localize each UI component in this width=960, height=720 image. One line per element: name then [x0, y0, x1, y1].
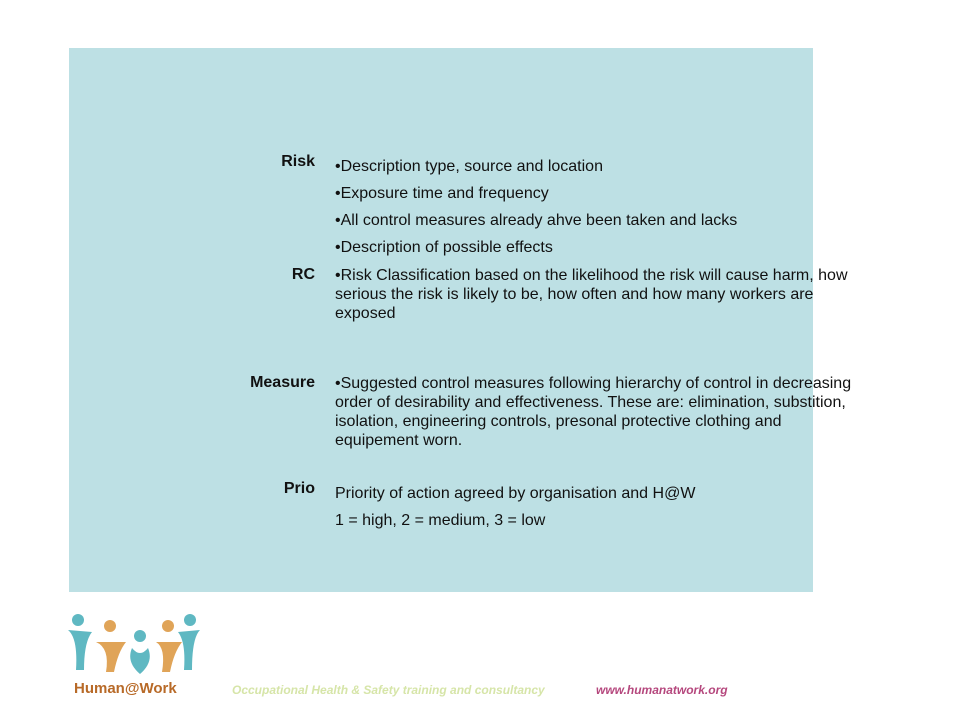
- logo-figure-head-4: [162, 620, 174, 632]
- risk-line-4: •Description of possible effects: [335, 239, 553, 256]
- logo-figure-head-1: [72, 614, 84, 626]
- logo-figure-head-3: [134, 630, 146, 642]
- prio-line-2: 1 = high, 2 = medium, 3 = low: [335, 512, 546, 529]
- risk-line-3: •All control measures already ahve been taken and lacks: [335, 212, 738, 229]
- footer-url-link[interactable]: www.humanatwork.org: [596, 683, 728, 697]
- logo-figure-body-5: [178, 630, 200, 670]
- logo-figure-body-4: [156, 642, 182, 672]
- row-label-rc: RC: [291, 266, 315, 283]
- row-label-measure: Measure: [250, 374, 315, 391]
- logo-figure-body-2: [96, 642, 126, 672]
- risk-line-2: •Exposure time and frequency: [335, 185, 549, 202]
- content-panel: [69, 48, 852, 592]
- row-label-risk: Risk: [281, 153, 315, 170]
- footer-tagline: Occupational Health & Safety training and consultancy: [232, 683, 545, 697]
- logo-figure-head-2: [104, 620, 116, 632]
- row-content-prio: [335, 480, 865, 534]
- measure-text: •Suggested control measures following hierarchy of control in decreasing order of desirability and effectiveness. These are: elimination, substition, isolation, engineering controls, presonal protective clothing and equipement worn.: [335, 375, 852, 449]
- logo-figure-head-5: [184, 614, 196, 626]
- risk-line-1: •Description type, source and location: [335, 158, 603, 175]
- row-content-risk: [335, 153, 865, 261]
- logo-text: Human@Work: [74, 680, 177, 697]
- rc-text: •Risk Classification based on the likelihood the risk will cause harm, how serious the risk is likely to be, how often and how many workers are exposed: [335, 267, 848, 322]
- logo-figure-body-1: [68, 630, 92, 670]
- row-content-rc: [335, 266, 855, 323]
- row-content-measure: [335, 374, 865, 450]
- prio-line-1: Priority of action agreed by organisation and H@W: [335, 485, 696, 502]
- row-label-prio: Prio: [283, 480, 315, 497]
- logo-figure-body-3: [130, 648, 150, 674]
